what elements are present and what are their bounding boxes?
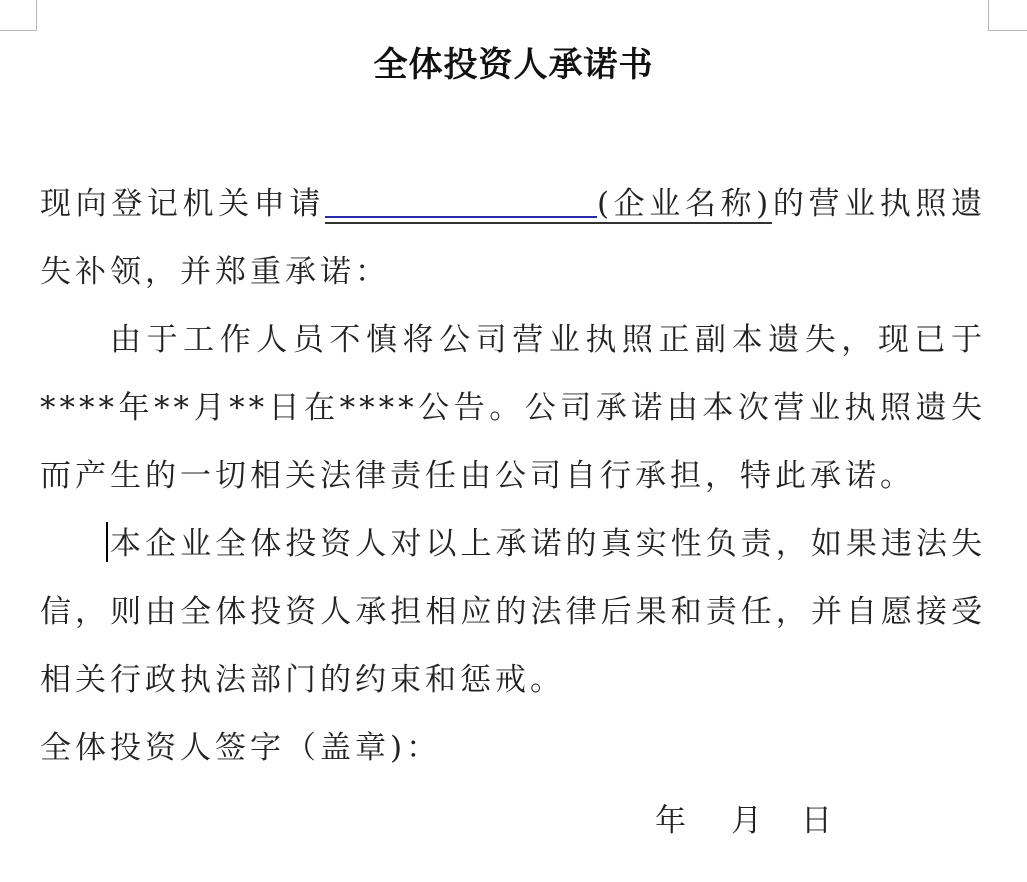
date-day: 日	[801, 803, 832, 839]
signature-label: 全体投资人签字（盖章)：	[40, 730, 442, 766]
application-prefix: 现向登记机关申请	[40, 186, 325, 222]
application-suffix: 的营业执照遗失补领，并郑重承诺：	[40, 186, 986, 290]
crop-mark-top-right	[988, 0, 1027, 31]
paragraph-commitment	[40, 510, 986, 714]
date-year: 年	[655, 803, 686, 839]
commitment-text: 本企业全体投资人对以上承诺的真实性负责，如果违法失信，则由全体投资人承担相应的法律后果和责任，并自愿接受相关行政执法部门的约束和惩戒。	[40, 526, 986, 698]
company-name-field[interactable]	[325, 186, 772, 224]
text-cursor	[106, 522, 108, 562]
paragraph-loss-statement: 由于工作人员不慎将公司营业执照正副本遗失，现已于****年**月**日在****公告。公司承诺由本次营业执照遗失而产生的一切相关法律责任由公司自行承担，特此承诺。	[40, 322, 986, 494]
company-name-placeholder: (企业名称)	[596, 186, 773, 222]
crop-mark-top-left	[0, 0, 37, 31]
document-body[interactable]	[40, 170, 986, 782]
date-line	[655, 796, 832, 846]
paragraph-application	[40, 170, 986, 306]
company-name-blank[interactable]	[325, 178, 597, 218]
date-month: 月	[731, 803, 762, 839]
document-title: 全体投资人承诺书	[373, 45, 654, 85]
